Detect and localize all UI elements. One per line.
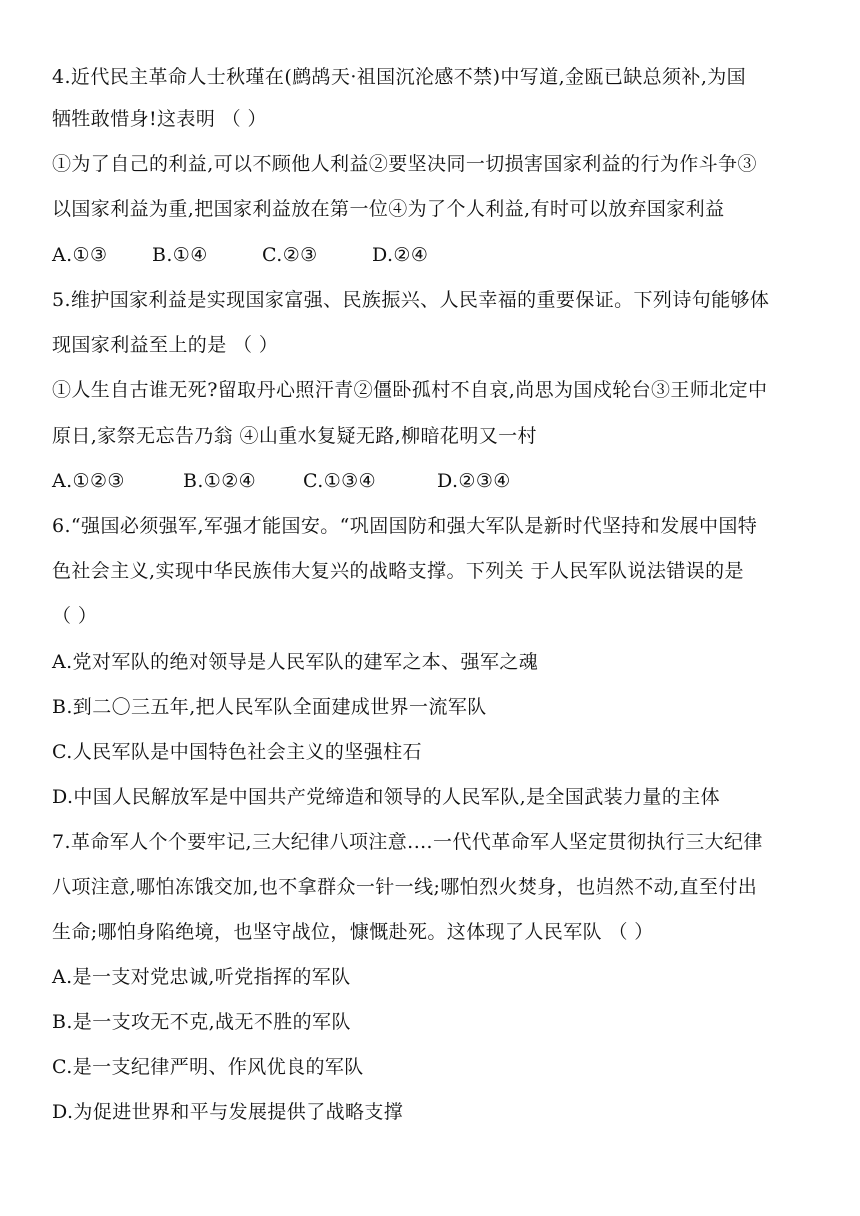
q5-option-d: D.②③④ (437, 470, 511, 492)
q5-options (52, 468, 816, 494)
q5-stem-line-2: 现国家利益至上的是 （ ） (52, 334, 279, 356)
q7-option-c: C.是一支纪律严明、作风优良的军队 (52, 1056, 364, 1078)
q4-option-d: D.②④ (372, 244, 429, 266)
q6-stem-line-2: 色社会主义,实现中华民族伟大复兴的战略支撑。下列关 于人民军队说法错误的是 (52, 560, 744, 582)
q6-option-d: D.中国人民解放军是中国共产党缔造和领导的人民军队,是全国武装力量的主体 (52, 786, 721, 808)
q7-option-d: D.为促进世界和平与发展提供了战略支撑 (52, 1101, 404, 1123)
q5-option-b: B.①②④ (183, 470, 257, 492)
q4-statement-line-2: 以国家利益为重,把国家利益放在第一位④为了个人利益,有时可以放弃国家利益 (52, 198, 725, 220)
q6-stem-line-3: （ ） (52, 605, 98, 627)
q5-statement-line-1: ①人生自古谁无死?留取丹心照汗青②僵卧孤村不自哀,尚思为国戍轮台③王师北定中 (52, 379, 768, 401)
q5-statement-line-2: 原日,家祭无忘告乃翁 ④山重水复疑无路,柳暗花明又一村 (52, 425, 537, 447)
q7-stem-line-3: 生命;哪怕身陷绝境，也坚守战位，慷慨赴死。这体现了人民军队 （ ） (52, 921, 654, 943)
q7-stem-line-1: 7.革命军人个个要牢记,三大纪律八项注意.…一代代革命军人坚定贯彻执行三大纪律 (52, 831, 763, 853)
q4-options (52, 242, 816, 268)
q5-stem-line-1: 5.维护国家利益是实现国家富强、民族振兴、人民幸福的重要保证。下列诗句能够体 (52, 289, 770, 311)
q4-option-c: C.②③ (262, 244, 318, 266)
q7-option-b: B.是一支攻无不克,战无不胜的军队 (52, 1011, 351, 1033)
q5-option-c: C.①③④ (303, 470, 376, 492)
q4-statement-line-1: ①为了自己的利益,可以不顾他人利益②要坚决同一切损害国家利益的行为作斗争③ (52, 153, 757, 175)
q4-stem-line-1: 4.近代民主革命人士秋瑾在(鹧鸪天·祖国沉沦感不禁)中写道,金瓯已缺总须补,为国 (52, 66, 747, 88)
q5-option-a: A.①②③ (52, 470, 125, 492)
q6-stem-line-1: 6.“强国必须强军,军强才能国安。“巩固国防和强大军队是新时代坚持和发展中国特 (52, 515, 758, 537)
q7-option-a: A.是一支对党忠诚,听党指挥的军队 (52, 966, 351, 988)
q4-option-a: A.①③ (52, 244, 108, 266)
q4-stem-line-2: 牺牲敢惜身!这表明 （ ） (52, 108, 267, 130)
q7-stem-line-2: 八项注意,哪怕冻饿交加,也不拿群众一针一线;哪怕烈火焚身，也岿然不动,直至付出 (52, 876, 758, 898)
q6-option-a: A.党对军队的绝对领导是人民军队的建军之本、强军之魂 (52, 651, 539, 673)
q6-option-b: B.到二〇三五年,把人民军队全面建成世界一流军队 (52, 696, 487, 718)
q4-option-b: B.①④ (152, 244, 208, 266)
q6-option-c: C.人民军队是中国特色社会主义的坚强柱石 (52, 741, 422, 763)
